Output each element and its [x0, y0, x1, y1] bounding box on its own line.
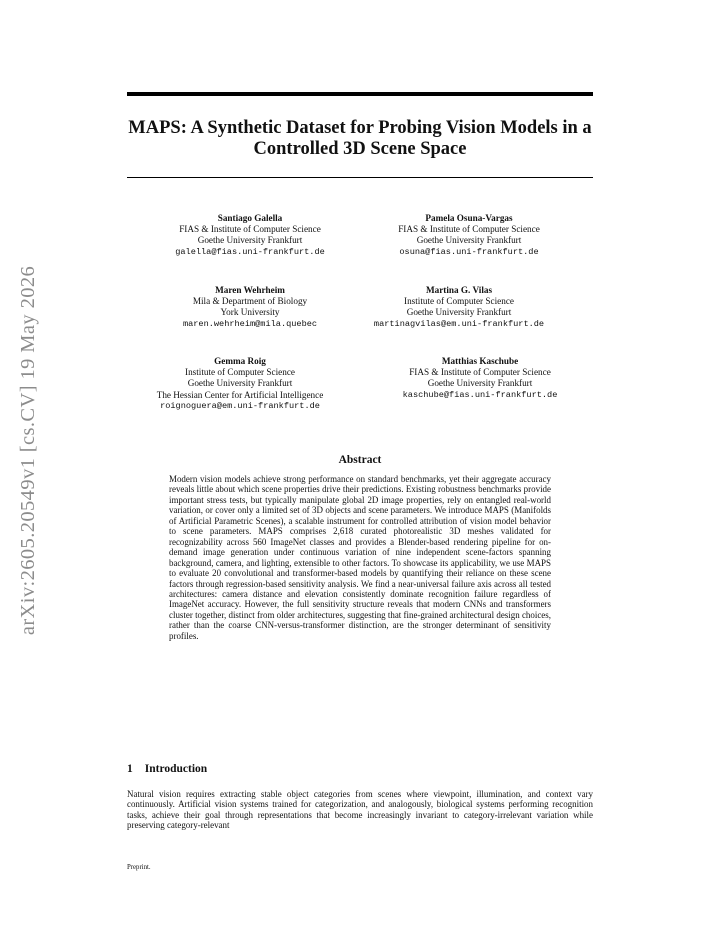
- section-heading-introduction: [127, 763, 207, 775]
- paper-title: MAPS: A Synthetic Dataset for Probing Vision Models in a Controlled 3D Scene Space: [128, 118, 592, 159]
- author-block-6: [350, 356, 610, 401]
- author-name: Martina G. Vilas: [425, 285, 493, 295]
- abstract-text: Modern vision models achieve strong performance on standard benchmarks, yet their aggregate accuracy reveals little about which scene properties drive their predictions. Existing robustness benchmarks provide important stress tests, but typically manipulate global 2D image properties, rely on entangled real-world variation, or cover only a limited set of 3D objects and scene parameters. We introduce MAPS (Manifolds of Artificial Parametric Scenes), a scalable instrument for controlled attribution of vision model behavior to scene parameters. MAPS comprises 2,618 curated photorealistic 3D meshes validated for recognizability across 560 ImageNet classes and provides a Blender-based rendering pipeline for on-demand image generation under continuous variation of nine independent scene-factors spanning background, camera, and lighting, extensible to other factors. To showcase its applicability, we use MAPS to evaluate 20 convolutional and transformer-based models by quantifying their reliance on these scene factors through regression-based sensitivity analysis. We find a near-universal failure axis across all tested architectures: camera distance and elevation consistently dominate recognition failure regardless of ImageNet accuracy. However, the full sensitivity structure reveals that modern CNNs and transformers cluster together, distinct from older architectures, suggesting that fine-grained architectural design choices, rather than the coarse CNN-versus-transformer distinction, are the stronger determinant of sensitivity profiles.: [169, 474, 551, 641]
- author-name: Matthias Kaschube: [441, 356, 519, 366]
- author-affiliation-line: FIAS & Institute of Computer Science: [179, 224, 321, 235]
- author-email[interactable]: maren.wehrheim@mila.quebec: [182, 318, 318, 329]
- author-affiliation-line: FIAS & Institute of Computer Science: [409, 367, 551, 378]
- preprint-footer: Preprint.: [127, 864, 151, 871]
- author-name: Pamela Osuna-Vargas: [425, 213, 513, 223]
- author-email[interactable]: martinagvilas@em.uni-frankfurt.de: [373, 318, 545, 329]
- author-block-4: [329, 285, 589, 330]
- title-rule: [127, 177, 593, 178]
- author-affiliation-line: The Hessian Center for Artificial Intelligence: [156, 389, 324, 400]
- abstract-heading: Abstract: [338, 454, 382, 466]
- author-affiliation-line: Goethe University Frankfurt: [416, 235, 522, 246]
- author-email[interactable]: osuna@fias.uni-frankfurt.de: [399, 246, 539, 257]
- author-email[interactable]: kaschube@fias.uni-frankfurt.de: [402, 389, 558, 400]
- author-block-2: [339, 213, 599, 258]
- author-affiliation-line: Mila & Department of Biology: [192, 296, 308, 307]
- section-title: Introduction: [144, 763, 208, 775]
- arxiv-sidebar-stamp: [6, 260, 52, 640]
- arxiv-identifier: arXiv:2605.20549v1 [cs.CV] 19 May 2026: [17, 265, 40, 635]
- author-name: Santiago Galella: [217, 213, 283, 223]
- author-affiliation-line: York University: [220, 307, 280, 318]
- author-affiliation-line: FIAS & Institute of Computer Science: [398, 224, 540, 235]
- top-rule: [127, 92, 593, 96]
- author-name: Gemma Roig: [214, 356, 266, 366]
- introduction-text: Natural vision requires extracting stable object categories from scenes where viewpoint, illumination, and context vary continuously. Artificial vision systems trained for categorization, and analogously, biological systems performing recognition tasks, achieve their goal through representations that become increasingly invariant to category-irrelevant variation while preserving category-relevant: [127, 789, 593, 831]
- section-number: 1: [127, 763, 133, 775]
- author-block-5: [110, 356, 370, 412]
- author-affiliation-line: Goethe University Frankfurt: [187, 378, 293, 389]
- author-affiliation-line: Institute of Computer Science: [185, 367, 295, 378]
- author-name: Maren Wehrheim: [215, 285, 285, 295]
- author-affiliation-line: Institute of Computer Science: [404, 296, 514, 307]
- author-affiliation-line: Goethe University Frankfurt: [406, 307, 512, 318]
- author-email[interactable]: roignoguera@em.uni-frankfurt.de: [160, 400, 320, 411]
- author-affiliation-line: Goethe University Frankfurt: [427, 378, 533, 389]
- author-email[interactable]: galella@fias.uni-frankfurt.de: [175, 246, 325, 257]
- author-affiliation-line: Goethe University Frankfurt: [197, 235, 303, 246]
